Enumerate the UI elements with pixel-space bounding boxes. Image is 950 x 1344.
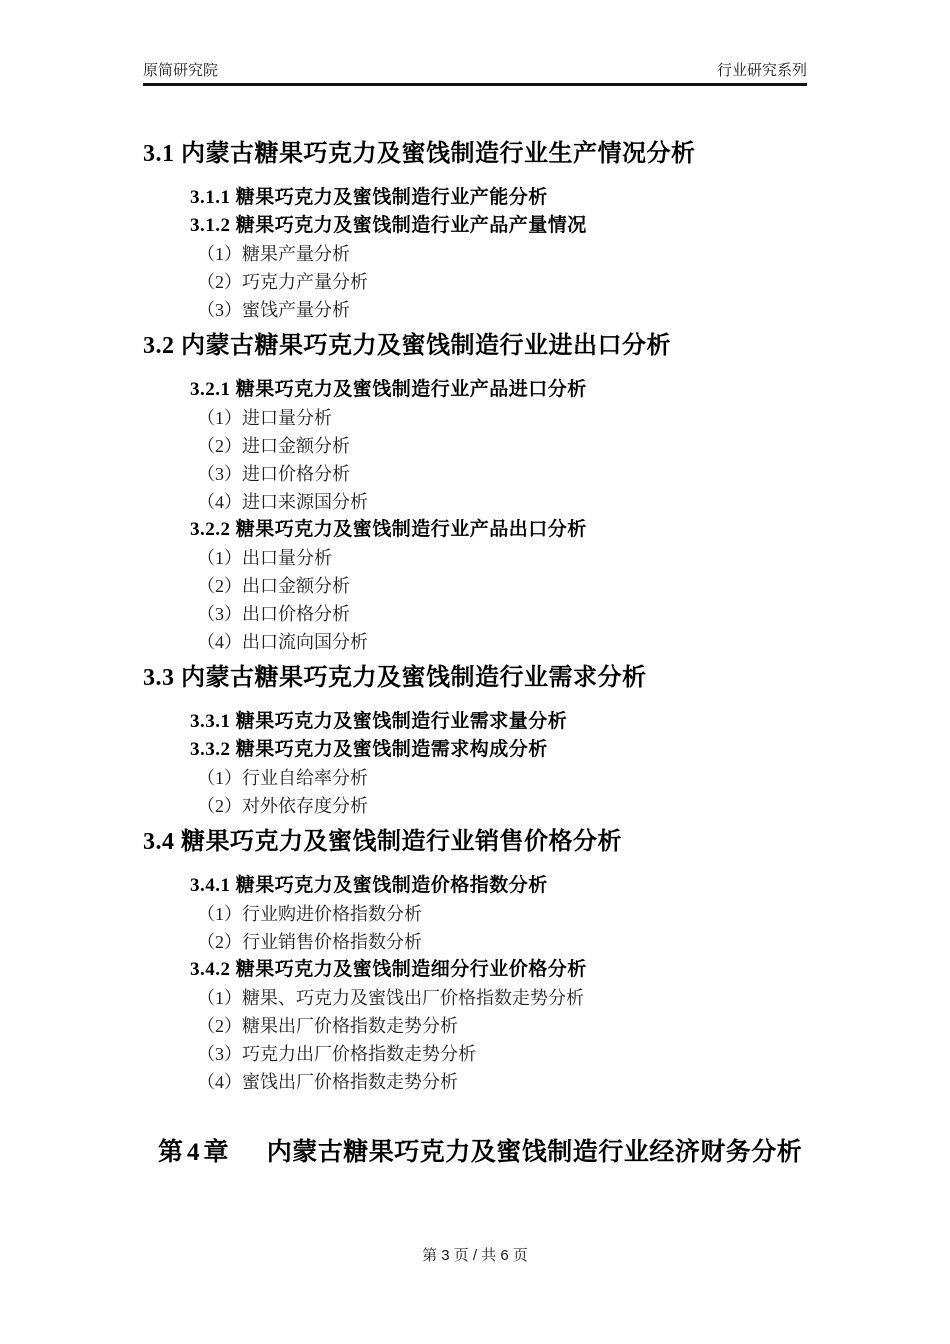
toc-item: （2）对外依存度分析 — [197, 796, 368, 816]
page-footer — [0, 1244, 950, 1265]
page-number-indicator: 第 3 页 / 共 6 页 — [422, 1247, 528, 1264]
toc-item: （1）糖果、巧克力及蜜饯出厂价格指数走势分析 — [197, 988, 584, 1008]
page-header — [143, 62, 807, 86]
toc-item: （3）出口价格分析 — [197, 604, 350, 624]
toc-item: （2）行业销售价格指数分析 — [197, 932, 422, 952]
toc-subsection: 3.4.1 糖果巧克力及蜜饯制造价格指数分析 — [190, 875, 548, 896]
toc-section: 3.4 糖果巧克力及蜜饯制造行业销售价格分析 — [143, 829, 622, 855]
toc-item: （2）进口金额分析 — [197, 436, 350, 456]
toc-section: 3.1 内蒙古糖果巧克力及蜜饯制造行业生产情况分析 — [143, 141, 696, 167]
toc-item: （4）蜜饯出厂价格指数走势分析 — [197, 1072, 458, 1092]
toc-subsection: 3.3.1 糖果巧克力及蜜饯制造行业需求量分析 — [190, 711, 568, 732]
toc-item: （1）出口量分析 — [197, 548, 332, 568]
toc-subsection: 3.4.2 糖果巧克力及蜜饯制造细分行业价格分析 — [190, 959, 587, 980]
toc-subsection: 3.2.1 糖果巧克力及蜜饯制造行业产品进口分析 — [190, 379, 587, 400]
toc-item: （1）进口量分析 — [197, 408, 332, 428]
toc-item: （2）巧克力产量分析 — [197, 272, 368, 292]
toc-item: （1）行业自给率分析 — [197, 768, 368, 788]
toc-item: （1）行业购进价格指数分析 — [197, 904, 422, 924]
toc-subsection: 3.3.2 糖果巧克力及蜜饯制造需求构成分析 — [190, 739, 548, 760]
toc-subsection: 3.1.2 糖果巧克力及蜜饯制造行业产品产量情况 — [190, 215, 587, 236]
toc-item: （4）出口流向国分析 — [197, 632, 368, 652]
table-of-contents — [143, 90, 823, 1170]
toc-item: （3）蜜饯产量分析 — [197, 300, 350, 320]
toc-item: （4）进口来源国分析 — [197, 492, 368, 512]
chapter-heading — [158, 1136, 823, 1170]
toc-item: （2）糖果出厂价格指数走势分析 — [197, 1016, 458, 1036]
toc-section: 3.3 内蒙古糖果巧克力及蜜饯制造行业需求分析 — [143, 665, 647, 691]
chapter-title: 内蒙古糖果巧克力及蜜饯制造行业经济财务分析 — [266, 1139, 803, 1166]
toc-item: （3）巧克力出厂价格指数走势分析 — [197, 1044, 476, 1064]
toc-item: （1）糖果产量分析 — [197, 244, 350, 264]
header-left-label: 原简研究院 — [143, 62, 219, 79]
toc-item: （2）出口金额分析 — [197, 576, 350, 596]
toc-item: （3）进口价格分析 — [197, 464, 350, 484]
chapter-number: 第4章 — [158, 1139, 233, 1166]
header-right-label: 行业研究系列 — [716, 62, 807, 79]
toc-subsection: 3.2.2 糖果巧克力及蜜饯制造行业产品出口分析 — [190, 519, 587, 540]
toc-section: 3.2 内蒙古糖果巧克力及蜜饯制造行业进出口分析 — [143, 333, 671, 359]
toc-subsection: 3.1.1 糖果巧克力及蜜饯制造行业产能分析 — [190, 187, 548, 208]
